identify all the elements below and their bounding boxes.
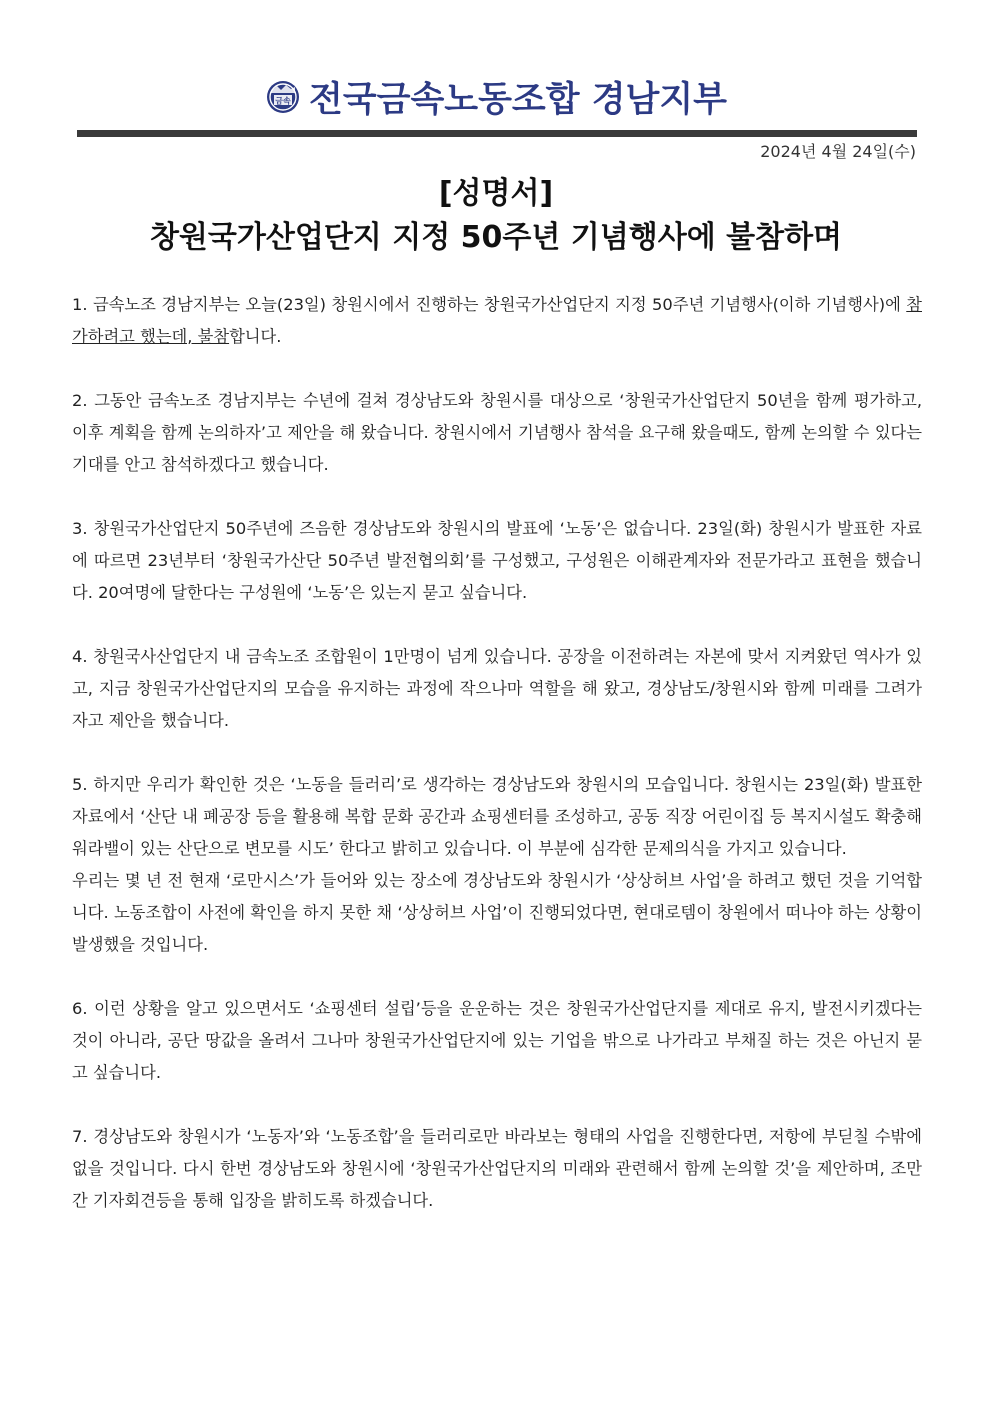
- statement-body: [72, 289, 922, 1249]
- paragraph-5: 5. 하지만 우리가 확인한 것은 ‘노동을 들러리’로 생각하는 경상남도와 창원시의 모습입니다. 창원시는 23일(화) 발표한 자료에서 ‘산단 내 폐공장 등을 활용해 복합 문화 공간과 쇼핑센터를 조성하고, 공동 직장 어린이집 등 복지시설도 확충해 워라밸이 있는 산단으로 변모를 시도’ 한다고 밝히고 있습니다. 이 부분에 심각한 문제의식을 가지고 있습니다.: [72, 775, 922, 858]
- paragraph-6: 6. 이런 상황을 알고 있으면서도 ‘쇼핑센터 설립’등을 운운하는 것은 창원국가산업단지를 제대로 유지, 발전시키겠다는 것이 아니라, 공단 땅값을 올려서 그나마 창원국가산업단지에 있는 기업을 밖으로 나가라고 부채질 하는 것은 아닌지 묻고 싶습니다.: [72, 999, 922, 1082]
- logo-text: 금속: [275, 96, 291, 106]
- paragraph-1-text: 1. 금속노조 경남지부는 오늘(23일) 창원시에서 진행하는 창원국가산업단지 지정 50주년 기념행사(이하 기념행사)에: [72, 295, 907, 314]
- document-date: 2024년 4월 24일(수): [760, 142, 916, 161]
- paragraph-1: [72, 289, 922, 353]
- paragraph-1-underlined: 참가하려고 했는데, 불참: [72, 295, 922, 346]
- document-type-title: [성명서]: [438, 176, 554, 211]
- paragraph-1-end: 합니다.: [229, 327, 282, 346]
- union-emblem-icon: [265, 79, 301, 115]
- paragraph-4: 4. 창원국사산업단지 내 금속노조 조합원이 1만명이 넘게 있습니다. 공장을 이전하려는 자본에 맞서 지켜왔던 역사가 있고, 지금 창원국가산업단지의 모습을 유지하는 과정에 작으나마 역할을 해 왔고, 경상남도/창원시와 함께 미래를 그려가자고 제안을 했습니다.: [72, 647, 922, 730]
- paragraph-7: 7. 경상남도와 창원시가 ‘노동자’와 ‘노동조합’을 들러리로만 바라보는 형태의 사업을 진행한다면, 저항에 부딛칠 수밖에 없을 것입니다. 다시 한번 경상남도와 창원시에 ‘창원국가산업단지의 미래와 관련해서 함께 논의할 것’을 제안하며, 조만간 기자회견등을 통해 입장을 밝히도록 하겠습니다.: [72, 1127, 922, 1210]
- header-rule: [77, 130, 917, 137]
- organization-name: 전국금속노동조합 경남지부: [309, 80, 727, 120]
- paragraph-5-continued: 우리는 몇 년 전 현재 ‘로만시스’가 들어와 있는 장소에 경상남도와 창원시가 ‘상상허브 사업’을 하려고 했던 것을 기억합니다. 노동조합이 사전에 확인을 하지 못한 채 ‘상상허브 사업’이 진행되었다면, 현대로템이 창원에서 떠나야 하는 상황이 발생했을 것입니다.: [72, 871, 922, 954]
- paragraph-3: 3. 창원국가산업단지 50주년에 즈음한 경상남도와 창원시의 발표에 ‘노동’은 없습니다. 23일(화) 창원시가 발표한 자료에 따르면 23년부터 ‘창원국가산단 50주년 발전협의회’를 구성했고, 구성원은 이해관계자와 전문가라고 표현을 했습니다. 20여명에 달한다는 구성원에 ‘노동’은 있는지 묻고 싶습니다.: [72, 519, 922, 602]
- paragraph-2: 2. 그동안 금속노조 경남지부는 수년에 걸쳐 경상남도와 창원시를 대상으로 ‘창원국가산업단지 50년을 함께 평가하고, 이후 계획을 함께 논의하자’고 제안을 해 왔습니다. 창원시에서 기념행사 참석을 요구해 왔을때도, 함께 논의할 수 있다는 기대를 안고 참석하겠다고 했습니다.: [72, 391, 922, 474]
- document-title: 창원국가산업단지 지정 50주년 기념행사에 불참하며: [149, 220, 843, 255]
- letterhead: [0, 72, 992, 122]
